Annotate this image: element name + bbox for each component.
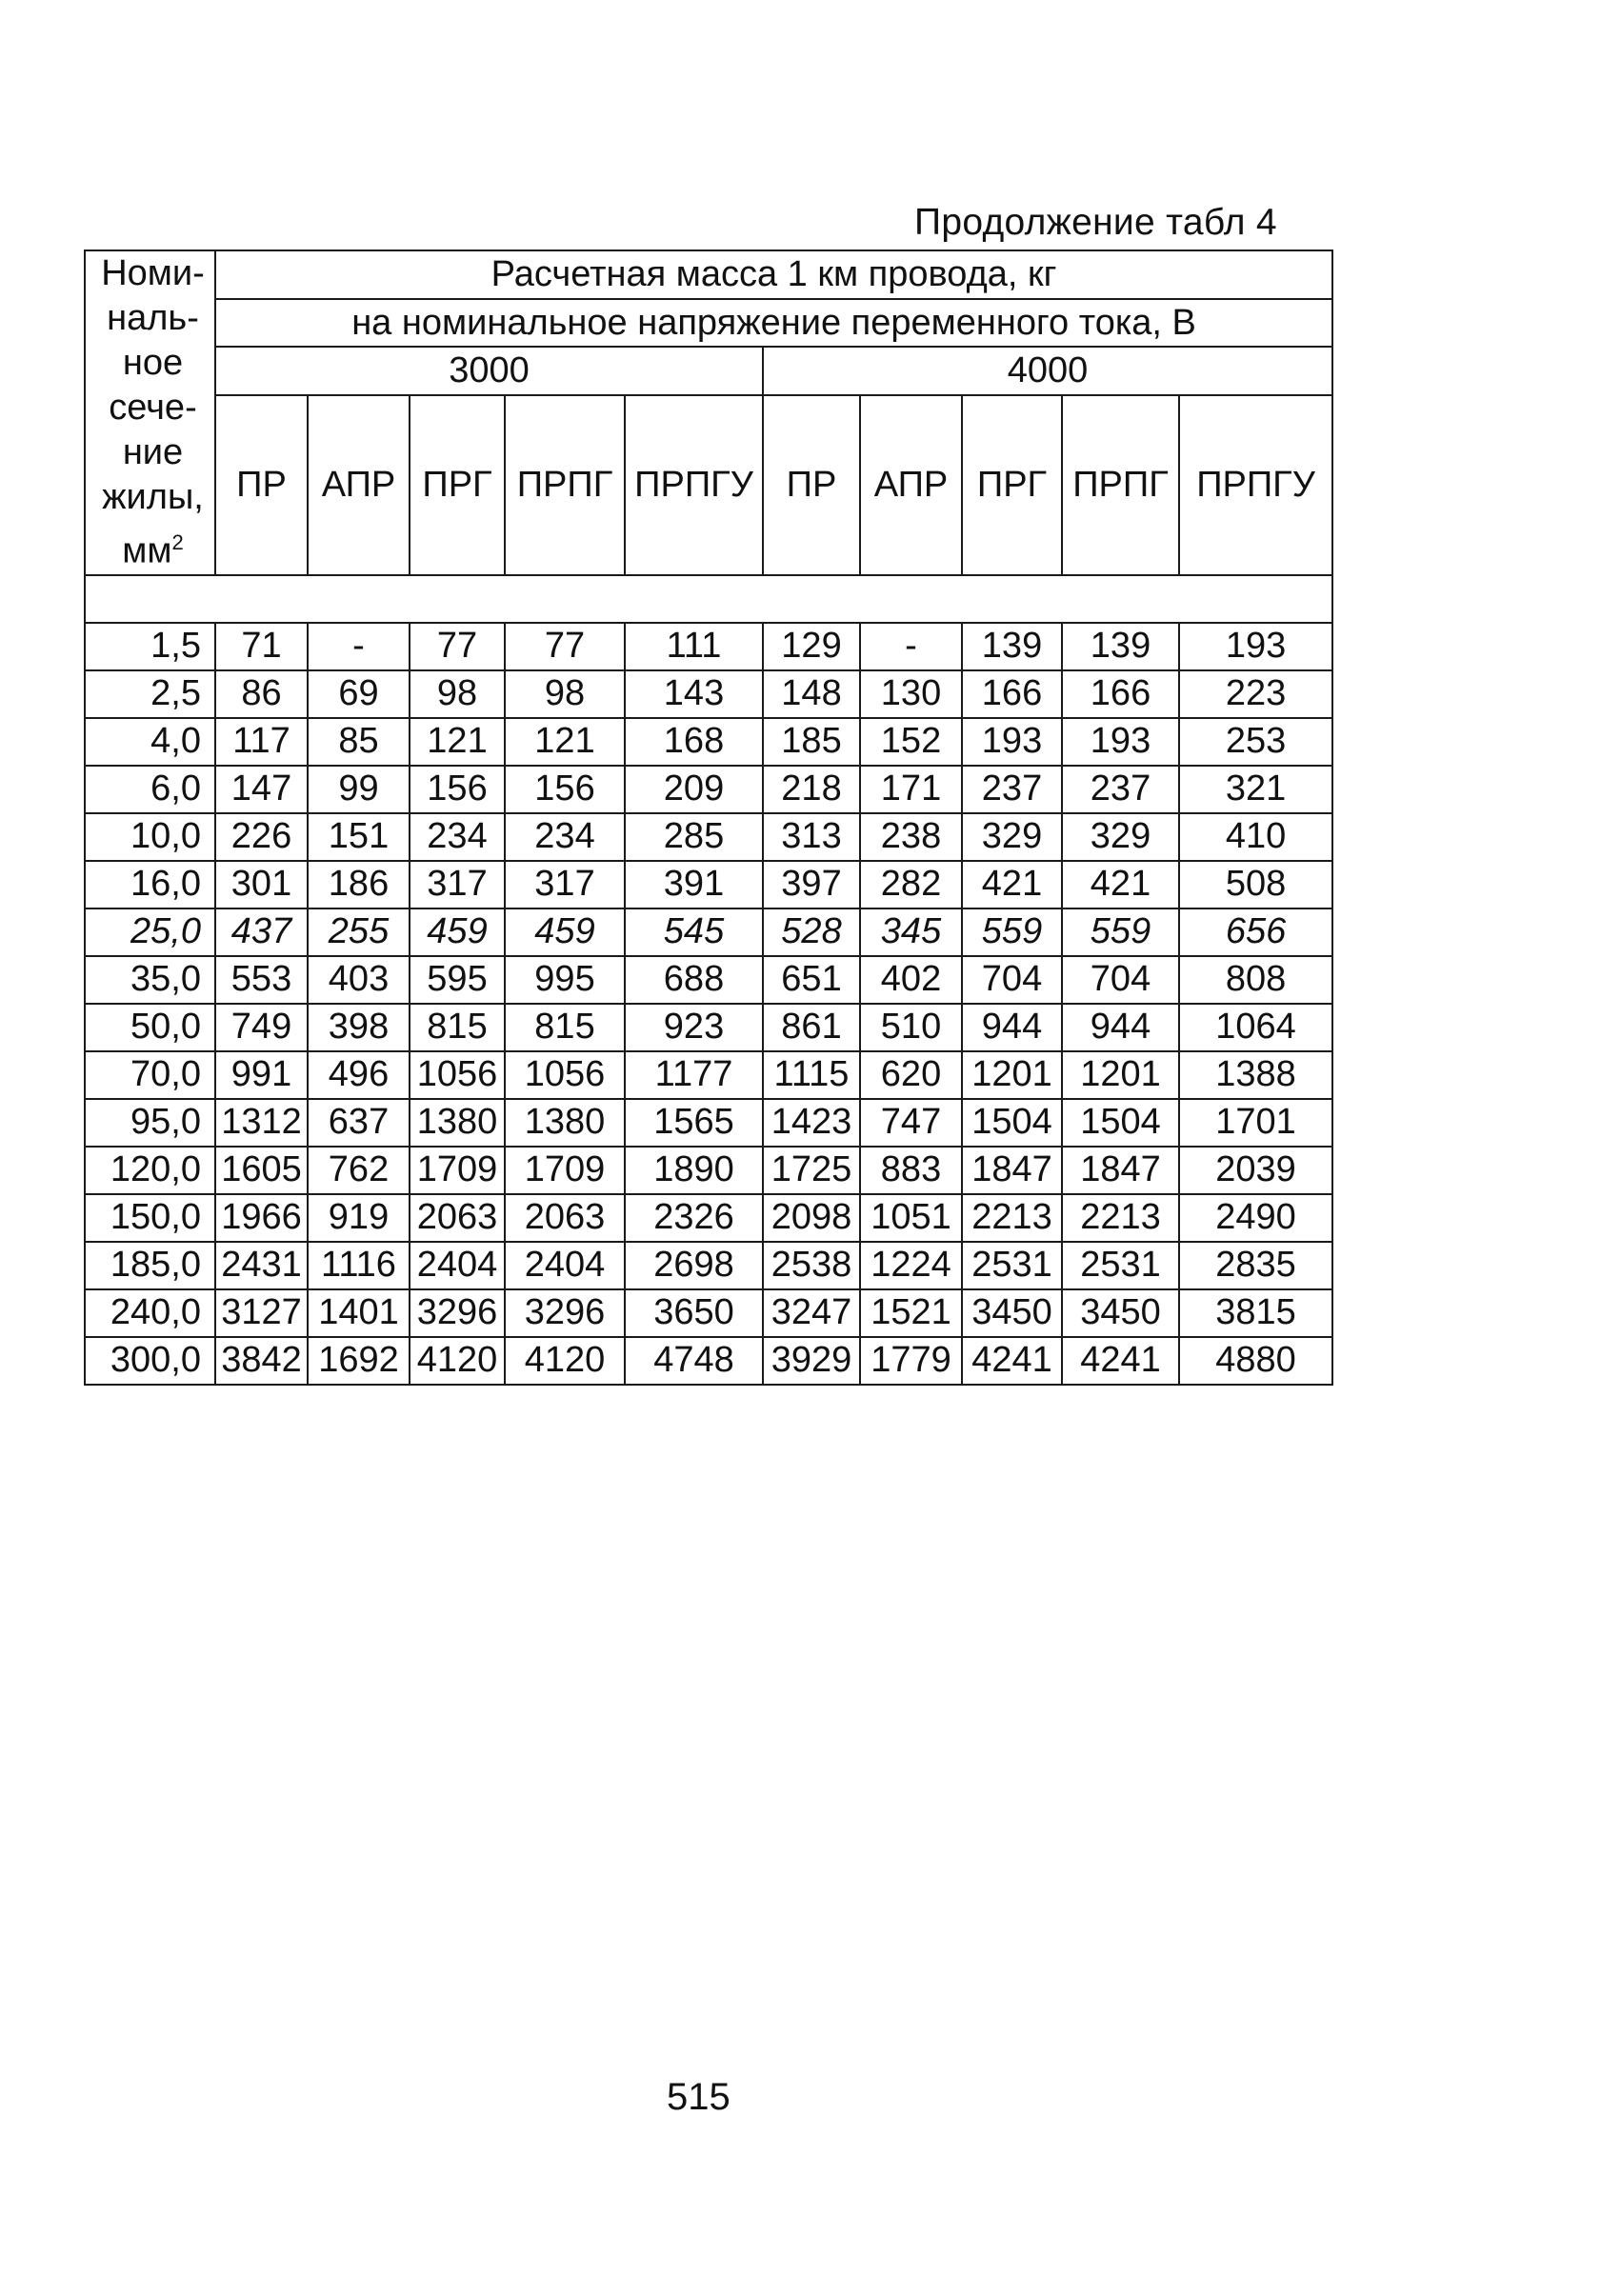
mass-cell: 508 [1179,861,1332,908]
mass-cell: 1380 [505,1099,625,1147]
mass-cell: 3450 [962,1289,1062,1337]
mass-cell: 143 [625,670,763,718]
mass-cell: 1115 [763,1051,860,1099]
mass-cell: 329 [962,813,1062,861]
mass-cell: 226 [215,813,308,861]
mass-cell: 151 [308,813,410,861]
table-row [85,1289,1332,1337]
cross-section-cell: 4,0 [85,718,215,766]
section-column-header: Номи- наль- ное сече- ние жилы, $мм^2$ [85,250,215,575]
mass-cell: 2063 [410,1194,505,1242]
cross-section-cell: 240,0 [85,1289,215,1337]
mass-cell: 1890 [625,1147,763,1194]
cross-section-cell: 300,0 [85,1337,215,1385]
mass-cell: 3650 [625,1289,763,1337]
mass-cell: 166 [1062,670,1179,718]
mass-cell: 1504 [1062,1099,1179,1147]
mass-cell: 98 [410,670,505,718]
mass-cell: 1423 [763,1099,860,1147]
mass-cell: 255 [308,908,410,956]
mass-cell: 171 [860,766,962,813]
table-row [85,623,1332,670]
mass-cell: 496 [308,1051,410,1099]
mass-cell: 1064 [1179,1004,1332,1051]
mass-cell: 1725 [763,1147,860,1194]
mass-cell: 1779 [860,1337,962,1385]
table-row [85,956,1332,1004]
column-header: ПРПГУ [1179,395,1332,575]
mass-cell: 4748 [625,1337,763,1385]
table-row [85,1337,1332,1385]
cross-section-cell: 2,5 [85,670,215,718]
mass-cell: 2531 [1062,1242,1179,1289]
mass-cell: 4120 [505,1337,625,1385]
column-header: ПРГ [962,395,1062,575]
table-row [85,1099,1332,1147]
mass-cell: 121 [505,718,625,766]
mass-cell: 815 [410,1004,505,1051]
mass-cell: 1565 [625,1099,763,1147]
mass-cell: 944 [1062,1004,1179,1051]
mass-cell: 117 [215,718,308,766]
mass-cell: 2404 [410,1242,505,1289]
cross-section-cell: 25,0 [85,908,215,956]
mass-cell: 704 [962,956,1062,1004]
mass-cell: 166 [962,670,1062,718]
mass-cell: 147 [215,766,308,813]
mass-cell: 317 [410,861,505,908]
table-row [85,1051,1332,1099]
mass-cell: 749 [215,1004,308,1051]
mass-cell: 1709 [505,1147,625,1194]
mass-cell: 121 [410,718,505,766]
mass-cell: 3127 [215,1289,308,1337]
mass-cell: 139 [962,623,1062,670]
column-header: АПР [860,395,962,575]
mass-cell: 3929 [763,1337,860,1385]
mass-cell: 313 [763,813,860,861]
mass-cell: 991 [215,1051,308,1099]
mass-cell: 656 [1179,908,1332,956]
mass-cell: 2098 [763,1194,860,1242]
mass-cell: 1401 [308,1289,410,1337]
mass-cell: 545 [625,908,763,956]
cross-section-cell: 35,0 [85,956,215,1004]
mass-cell: 2531 [962,1242,1062,1289]
mass-cell: 704 [1062,956,1179,1004]
mass-cell: 403 [308,956,410,1004]
mass-cell: 237 [962,766,1062,813]
column-header: ПРГ [410,395,505,575]
table-row [85,1147,1332,1194]
table-title: Расчетная масса 1 км провода, кг [215,250,1332,299]
mass-cell: 237 [1062,766,1179,813]
mass-cell: 995 [505,956,625,1004]
mass-cell: 329 [1062,813,1179,861]
table-row [85,908,1332,956]
mass-cell: 69 [308,670,410,718]
column-header: ПРПГУ [625,395,763,575]
mass-cell: 129 [763,623,860,670]
mass-cell: 1521 [860,1289,962,1337]
mass-cell: 808 [1179,956,1332,1004]
mass-cell: 437 [215,908,308,956]
mass-cell: 637 [308,1099,410,1147]
mass-cell: 301 [215,861,308,908]
mass-cell: 1116 [308,1242,410,1289]
mass-cell: 651 [763,956,860,1004]
mass-cell: 168 [625,718,763,766]
mass-cell: 762 [308,1147,410,1194]
cross-section-cell: 95,0 [85,1099,215,1147]
mass-cell: 3450 [1062,1289,1179,1337]
mass-cell: 285 [625,813,763,861]
cross-section-cell: 185,0 [85,1242,215,1289]
mass-cell: 459 [505,908,625,956]
mass-cell: 1709 [410,1147,505,1194]
mass-cell: 510 [860,1004,962,1051]
mass-cell: 71 [215,623,308,670]
mass-cell: - [860,623,962,670]
mass-cell: 2213 [1062,1194,1179,1242]
mass-cell: 944 [962,1004,1062,1051]
mass-cell: 193 [1062,718,1179,766]
mass-cell: 156 [505,766,625,813]
column-header: ПРПГ [505,395,625,575]
mass-cell: 193 [1179,623,1332,670]
mass-cell: 3842 [215,1337,308,1385]
table-row [85,718,1332,766]
table-subtitle: на номинальное напряжение переменного тока, В [215,299,1332,348]
mass-cell: 883 [860,1147,962,1194]
wire-mass-table [84,250,1333,1386]
mass-cell: 2404 [505,1242,625,1289]
table-row [85,861,1332,908]
mass-cell: 2326 [625,1194,763,1242]
mass-cell: 398 [308,1004,410,1051]
mass-cell: 156 [410,766,505,813]
mass-cell: 185 [763,718,860,766]
table-row [85,766,1332,813]
mass-cell: 559 [962,908,1062,956]
mass-cell: 4241 [1062,1337,1179,1385]
mass-cell: 397 [763,861,860,908]
mass-cell: 152 [860,718,962,766]
mass-cell: 2835 [1179,1242,1332,1289]
mass-cell: 553 [215,956,308,1004]
table-row [85,1194,1332,1242]
mass-cell: 4120 [410,1337,505,1385]
mass-cell: 317 [505,861,625,908]
mass-cell: 688 [625,956,763,1004]
mass-cell: 2213 [962,1194,1062,1242]
mass-cell: 4241 [962,1337,1062,1385]
mass-cell: 1380 [410,1099,505,1147]
cross-section-cell: 6,0 [85,766,215,813]
mass-cell: 2698 [625,1242,763,1289]
mass-cell: - [308,623,410,670]
mass-cell: 2490 [1179,1194,1332,1242]
table-row [85,1242,1332,1289]
mass-cell: 234 [505,813,625,861]
mass-cell: 1847 [962,1147,1062,1194]
mass-cell: 1201 [1062,1051,1179,1099]
mass-cell: 3296 [410,1289,505,1337]
mass-cell: 4880 [1179,1337,1332,1385]
mass-cell: 391 [625,861,763,908]
column-header: АПР [308,395,410,575]
mass-cell: 919 [308,1194,410,1242]
mass-cell: 1177 [625,1051,763,1099]
table-row [85,1004,1332,1051]
mass-cell: 223 [1179,670,1332,718]
mass-cell: 99 [308,766,410,813]
column-header: ПР [215,395,308,575]
mass-cell: 1056 [410,1051,505,1099]
mass-cell: 2039 [1179,1147,1332,1194]
mass-cell: 1504 [962,1099,1062,1147]
mass-cell: 238 [860,813,962,861]
mass-cell: 815 [505,1004,625,1051]
mass-cell: 410 [1179,813,1332,861]
table-continuation-caption: Продолжение табл 4 [914,202,1277,243]
cross-section-cell: 10,0 [85,813,215,861]
column-header: ПР [763,395,860,575]
mass-cell: 1966 [215,1194,308,1242]
mass-cell: 3296 [505,1289,625,1337]
mass-cell: 1388 [1179,1051,1332,1099]
cross-section-cell: 120,0 [85,1147,215,1194]
column-header: ПРПГ [1062,395,1179,575]
mass-cell: 559 [1062,908,1179,956]
mass-cell: 193 [962,718,1062,766]
mass-cell: 1056 [505,1051,625,1099]
mass-cell: 218 [763,766,860,813]
mass-cell: 111 [625,623,763,670]
mass-cell: 1605 [215,1147,308,1194]
mass-cell: 402 [860,956,962,1004]
mass-cell: 1701 [1179,1099,1332,1147]
cross-section-cell: 70,0 [85,1051,215,1099]
cross-section-cell: 150,0 [85,1194,215,1242]
mass-cell: 86 [215,670,308,718]
mass-cell: 130 [860,670,962,718]
mass-cell: 1051 [860,1194,962,1242]
mass-cell: 234 [410,813,505,861]
table-row [85,670,1332,718]
mass-cell: 77 [505,623,625,670]
mass-cell: 321 [1179,766,1332,813]
mass-cell: 209 [625,766,763,813]
mass-cell: 528 [763,908,860,956]
mass-cell: 421 [962,861,1062,908]
mass-cell: 85 [308,718,410,766]
mass-cell: 747 [860,1099,962,1147]
mass-cell: 345 [860,908,962,956]
mass-cell: 98 [505,670,625,718]
mass-cell: 3247 [763,1289,860,1337]
mass-cell: 148 [763,670,860,718]
page-number: 515 [667,2076,730,2118]
mass-cell: 139 [1062,623,1179,670]
voltage-group-3000: 3000 [215,347,763,395]
header-separator [85,575,1332,623]
mass-cell: 923 [625,1004,763,1051]
mass-cell: 2538 [763,1242,860,1289]
table-row [85,813,1332,861]
cross-section-cell: 16,0 [85,861,215,908]
mass-cell: 595 [410,956,505,1004]
mass-cell: 1224 [860,1242,962,1289]
mass-cell: 1847 [1062,1147,1179,1194]
mass-cell: 282 [860,861,962,908]
cross-section-cell: 50,0 [85,1004,215,1051]
mass-cell: 459 [410,908,505,956]
mass-cell: 77 [410,623,505,670]
mass-cell: 1312 [215,1099,308,1147]
mass-cell: 1201 [962,1051,1062,1099]
cross-section-cell: 1,5 [85,623,215,670]
mass-cell: 2063 [505,1194,625,1242]
table-body [85,575,1332,1385]
mass-cell: 186 [308,861,410,908]
mass-cell: 861 [763,1004,860,1051]
mass-cell: 620 [860,1051,962,1099]
mass-cell: 1692 [308,1337,410,1385]
voltage-group-4000: 4000 [763,347,1332,395]
mass-cell: 253 [1179,718,1332,766]
mass-cell: 421 [1062,861,1179,908]
mass-cell: 2431 [215,1242,308,1289]
mass-cell: 3815 [1179,1289,1332,1337]
